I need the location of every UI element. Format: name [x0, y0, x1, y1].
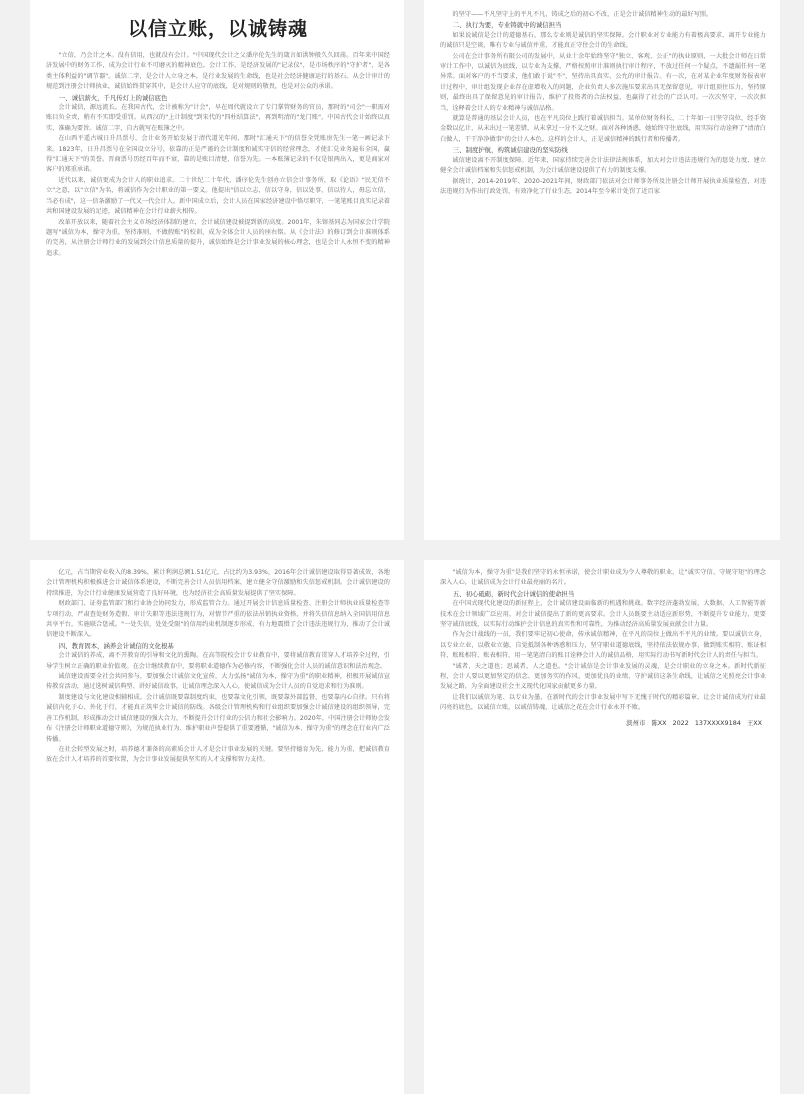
- body-paragraph: 亿元，占当期营业收入的8.39%，累计利润总额1.51亿元，占比约为3.93%，2016年会计诚信建设取得显著成效，各地会计管理机构积极推进会计诚信体系建设，不断完善会计人员信用档案，建立健全守信激励和失信惩戒机制。会计诚信建设的持续推进，为会计行业健康发展营造了良好环境，也为经济社会高质量发展提供了坚实保障。: [46, 569, 390, 597]
- body-paragraph: 如果说诚信是会计的道德基石，那么专业则是诚信的坚实保障。会计职业对专业能力有着极高要求，离开专业能力的诚信只是空谈，唯有专业与诚信并重，才能真正守住会计的生命线。: [440, 31, 766, 50]
- body-paragraph: 会计诚信的养成，离不开教育的引导和文化的熏陶。在高等院校会计专业教育中，要将诚信教育贯穿人才培养全过程，引导学生树立正确的职业价值观。在会计继续教育中，要将职业道德作为必修内容，不断强化会计人员的诚信意识和法治观念。: [46, 652, 390, 670]
- section-heading: 二、执行为要，专业铸就中的诚信担当: [452, 21, 562, 30]
- body-paragraph: 让我们以诚信为笔、以专业为墨，在新时代的会计事业发展中写下无愧于时代的精彩篇章，让会计诚信成为行业最闪亮的底色，以诚信立账，以诚信铸魂，让诚信之花在会计行业永开不败。: [440, 693, 766, 712]
- page-3-body: [46, 568, 390, 766]
- page-1-body: [46, 51, 390, 259]
- body-paragraph: "诚者，天之道也；思诚者，人之道也。"会计诚信是会计事业发展的灵魂，是会计职业的立身之本。新时代新征程，会计人要以更加坚定的信念、更加务实的作风、更加优良的业绩，守护诚信这条生命线，让诚信之光照亮会计事业发展之路，为全面建设社会主义现代化国家贡献更多力量。: [440, 662, 766, 691]
- section-heading: 三、制度护航，构筑诚信建设的坚实防线: [452, 146, 568, 155]
- section-heading: 一、诚信薪火，千凡传灯上的诚信底色: [58, 93, 168, 102]
- document-page-1: [30, 0, 404, 540]
- body-paragraph: 诚信建设需要全社会共同参与，要加强会计诚信文化宣传，大力弘扬"诚信为本，操守为重"的职业精神，积极开展诚信宣传教育活动，通过选树诚信典型、讲好诚信故事，让诚信理念深入人心，使诚信成为会计人员的自觉追求和行为准则。: [46, 673, 390, 691]
- section-heading: 五、初心砥砺，新时代会计诚信的使命担当: [452, 589, 575, 598]
- body-paragraph: 近代以来，诚信更成为会计人的职业追求。二十世纪二十年代，潘序伦先生创办立信会计事务所，取《论语》"民无信不立"之意，以"立信"为名，将诚信作为会计职业的第一要义。他提出"信以立志，信以守身，信以处事，信以待人，毋忘立信，当必有成"，这一信条激励了一代又一代会计人。新中国成立后，会计人员在国家经济建设中恪尽职守，一笔笔账目真实记录着共和国建设发展的足迹，诚信精神在会计行业薪火相传。: [46, 176, 390, 216]
- document-page-2: [424, 0, 780, 540]
- body-paragraph: 诚信建设离不开制度保障。近年来，国家持续完善会计法律法规体系，加大对会计违法违规行为的惩处力度，建立健全会计诚信档案和失信惩戒机制，为会计诚信建设提供了有力的制度支撑。: [440, 156, 766, 175]
- body-paragraph: 在社会转型发展之时，培养德才兼备的高素质会计人才是会计事业发展的关键。要坚持德育为先、能力为重，把诚信教育放在会计人才培养的首要位置，为会计事业发展提供坚实的人才支撑和智力支持。: [46, 745, 390, 764]
- body-paragraph: 据统计，2014-2019年、2020-2021年间，财政部门依法对会计师事务所及注册会计师开展执业质量检查，对违法违规行为作出行政处罚，有效净化了行业生态，2014年至今累计处罚了近百家: [440, 177, 766, 195]
- section-heading: 四、教育固本，涵养会计诚信的文化根基: [58, 641, 174, 650]
- body-paragraph: 财政部门、证券监管部门和行业协会协同发力，形成监管合力。通过开展会计信息质量检查、注册会计师执业质量检查等专项行动，严肃查处财务造假、审计失职等违法违规行为，对情节严重的依法吊销执业资格，并将失信信息纳入全国信用信息共享平台，实施联合惩戒。"一处失信，处处受限"的信用约束机制逐步形成，有力地震慑了会计违法违规行为，推动了会计诚信建设不断深入。: [46, 600, 390, 639]
- document-page-4: [424, 560, 780, 1094]
- body-paragraph: "立信，乃会计之本。没有信用，也就没有会计。"中国现代会计之父潘序伦先生的箴言如洪钟般久久回荡。百年来中国经济发展中的财务工作，成为会计行业不可磨灭的精神底色。会计工作，是经济发展的"记录仪"，是市场秩序的"守护者"，是各类主体利益的"调节器"。诚信二字，是会计人立身之本，是行业发展的生命线，也是社会经济健康运行的基石。从会计审计的规范到注册会计师执业，诚信始终贯穿其中，是会计人应守的底线，是对规则的敬畏，也是对公众的承诺。: [46, 52, 390, 91]
- body-paragraph: 改革开放以来，随着社会主义市场经济体制的建立，会计诚信建设被提到新的高度。2001年，朱镕基同志为国家会计学院题写"诚信为本，操守为重，坚持准则，不做假账"的校训，成为全体会计人员的座右铭。从《会计法》的修订到会计准则体系的完善，从注册会计师行业的发展到会计信息质量的提升，诚信始终是会计事业发展的核心理念，也是会计人永恒不变的精神追求。: [46, 218, 390, 257]
- body-paragraph: "诚信为本，操守为重"是我们坚守的永恒承诺，使会计职业成为令人尊敬的职业，让"诚实守信、守规守矩"的理念深入人心，让诚信成为会计行业最亮丽的名片。: [440, 569, 766, 587]
- page-4-body: [440, 568, 766, 714]
- body-paragraph: 就算是普通的基层会计人员，也在平凡岗位上践行着诚信担当。某单位财务科长，二十年如一日坚守岗位，经手资金数以亿计，从未出过一笔差错，从未拿过一分不义之财。面对各种诱惑，她始终守住底线，用实际行动诠释了"清清白白做人，干干净净做事"的会计人本色。这样的会计人，正是诚信精神的践行者和传播者。: [440, 115, 766, 143]
- body-paragraph: 在中国式现代化建设的新征程上，会计诚信建设面临新的机遇和挑战。数字经济蓬勃发展，大数据、人工智能等新技术在会计领域广泛应用，对会计诚信提出了新的更高要求。会计人员既要主动适应新形势，不断提升专业能力，更要坚守诚信底线，以实际行动维护会计信息的真实性和可靠性，为推动经济高质量发展贡献会计力量。: [440, 600, 766, 629]
- body-paragraph: 的坚守——不凡坚守上的平凡不凡，铸成之后的初心不改，正是会计诚信精神生动的最好写照。: [452, 11, 713, 18]
- document-title: 以信立账，以诚铸魂: [127, 18, 308, 40]
- body-paragraph: 作为会计战线的一员，我们要牢记初心使命，传承诚信精神，在平凡的岗位上做出不平凡的业绩。要以诚信立身，以专业立业，以敬业立德，自觉抵制各种诱惑和压力，坚守职业道德底线，坚持依法依规办事，做到账实相符、账证相符、账账相符、账表相符，用一笔笔清白的账目诠释会计人的诚信品格，用实际行动书写新时代会计人的责任与担当。: [440, 631, 766, 660]
- body-paragraph: 会计诚信，源远流长。在我国古代，会计被称为"计会"，早在周代就设立了专门掌管财务的官员，那时的"司会"一职需对账目负全责，稍有不实即受重罚。从西汉的"上计制度"到宋代的"四柱结算法"，再到明清的"龙门账"，中国古代会计始终以真实、准确为要旨。诚信二字，自古就写在账簿之中。: [46, 104, 390, 132]
- page-2-body: [440, 10, 766, 197]
- document-page-3: [30, 560, 404, 1094]
- body-paragraph: 制度建设与文化建设相辅相成。会计诚信既要靠制度约束，也要靠文化引领，既要靠外部监督，也要靠内心自律。只有将诚信内化于心、外化于行，才能真正筑牢会计诚信的防线。各级会计管理机构和行业组织要加强会计诚信建设的组织领导，完善工作机制，形成推动会计诚信建设的强大合力，不断提升会计行业的公信力和社会影响力。2020年，中国注册会计师协会发布《注册会计师职业道德守则》，为规范执业行为、维护职业声誉提供了重要遵循，"诚信为本、操守为重"的理念在行业内广泛传播。: [46, 693, 390, 743]
- author-signature: 滨州市 陈XX 2022 137XXXX9184 王XX: [626, 718, 762, 727]
- body-paragraph: 在山西平遥古城日升昌票号，会计业务开始发展于清代道光年间，那时"汇通天下"的信誉全凭账房先生一笔一画记录下来。1823年，日升昌票号在全国设立分号，依靠的正是严谨的会计制度和诚实守信的经营理念，才使汇兑业务遍布全国，赢得"汇通天下"的美誉。晋商票号历经百年而不衰，靠的是账目清楚、信誉为先。一本账簿记录的不仅是银两出入，更是商家对客户的郑重承诺。: [46, 135, 390, 174]
- body-paragraph: 公司在会计事务所有限公司的发展中，从业十余年始终坚守"独立、客观、公正"的执业原则，一大批会计师在日常审计工作中，以诚信为底线，以专业为支撑，严格按照审计准则执行审计程序，不放过任何一个疑点，不遗漏任何一笔异常。面对客户的不当要求，他们敢于说"不"，坚持出具真实、公允的审计报告。有一次，在对某企业年度财务报表审计过程中，审计组发现企业存在虚增收入的问题，企业负责人多次施压要求出具无保留意见，审计组顶住压力，坚持原则，最终出具了保留意见的审计报告，维护了投资者的合法权益，也赢得了社会的广泛认可。一次次坚守，一次次担当，诠释着会计人的专业精神与诚信品格。: [440, 52, 766, 112]
